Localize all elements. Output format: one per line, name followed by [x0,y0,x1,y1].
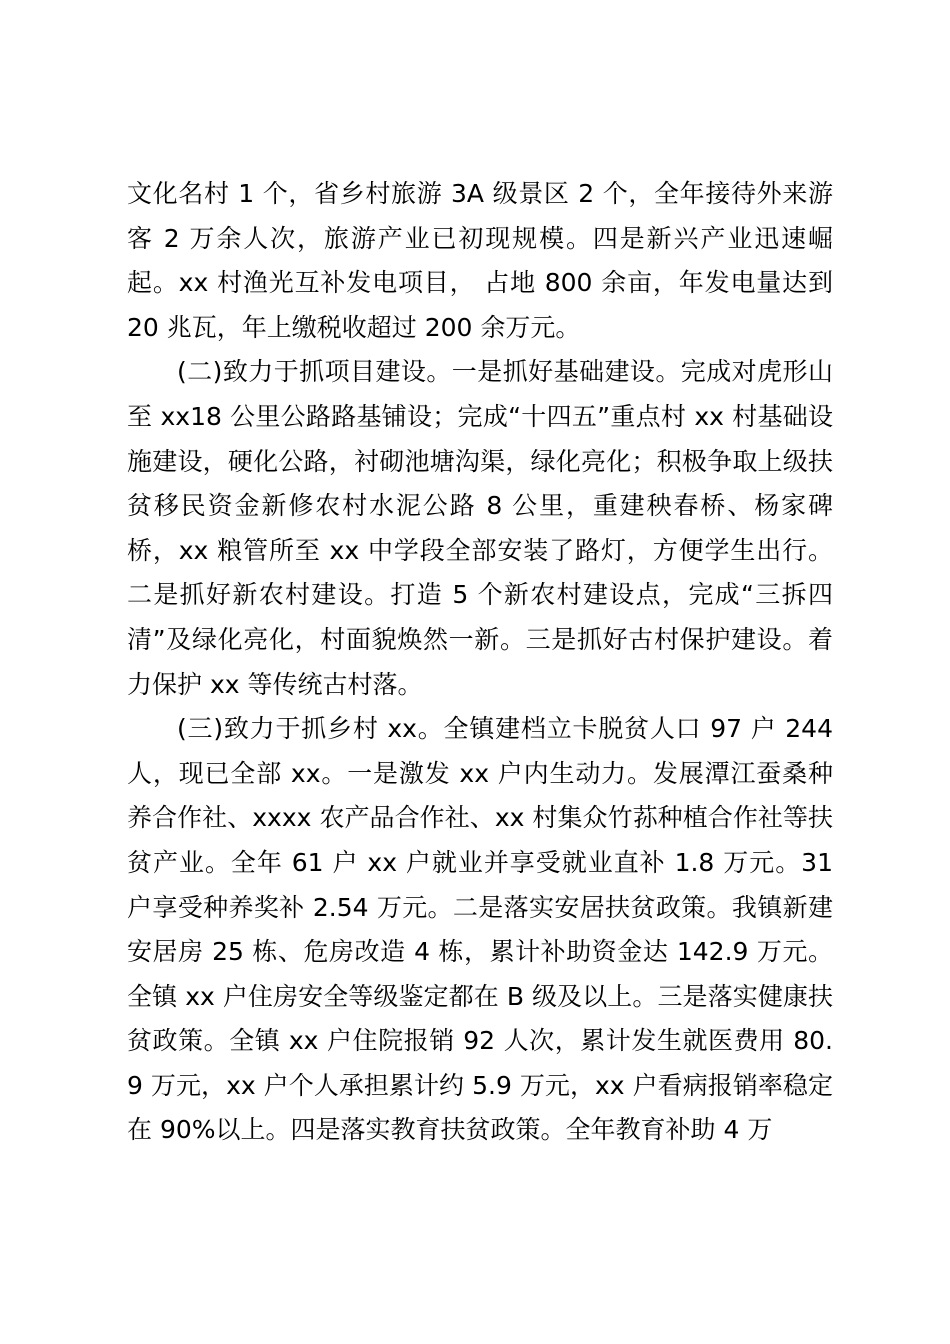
paragraph-rural-revitalization: (三)致力于抓乡村 xx。全镇建档立卡脱贫人口 97 户 244 人，现已全部 xx。一是激发 xx 户内生动力。发展潭江蚕桑种养合作社、xxxx 农产品合作社、xx 村集众竹荪种植合作社等扶贫产业。全年 61 户 xx 户就业并享受就业直补 1.8 万元。31 户享受种养奖补 2.54 万元。二是落实安居扶贫政策。我镇新建安居房 25 栋、危房改造 4 栋，累计补助资金达 142.9 万元。全镇 xx 户住房安全等级鉴定都在 B 级及以上。三是落实健康扶贫政策。全镇 xx 户住院报销 92 人次，累计发生就医费用 80.9 万元，xx 户个人承担累计约 5.9 万元，xx 户看病报销率稳定在 90%以上。四是落实教育扶贫政策。全年教育补助 4 万 [127,714,833,1145]
paragraph-project-construction: (二)致力于抓项目建设。一是抓好基础建设。完成对虎形山至 xx18 公里公路路基铺设；完成“十四五”重点村 xx 村基础设施建设，硬化公路，衬砌池塘沟渠，绿化亮化；积极争取上级扶贫移民资金新修农村水泥公路 8 公里，重建秧春桥、杨家碑桥，xx 粮管所至 xx 中学段全部安装了路灯，方便学生出行。二是抓好新农村建设。打造 5 个新农村建设点，完成“三拆四清”及绿化亮化，村面貌焕然一新。三是抓好古村保护建设。着力保护 xx 等传统古村落。 [127,357,833,699]
paragraph-tourism-industry: 文化名村 1 个，省乡村旅游 3A 级景区 2 个，全年接待外来游客 2 万余人次，旅游产业已初现规模。四是新兴产业迅速崛起。xx 村渔光互补发电项目， 占地 800 余亩，年发电量达到 20 兆瓦，年上缴税收超过 200 余万元。 [127,179,833,342]
document-body [127,172,833,1153]
